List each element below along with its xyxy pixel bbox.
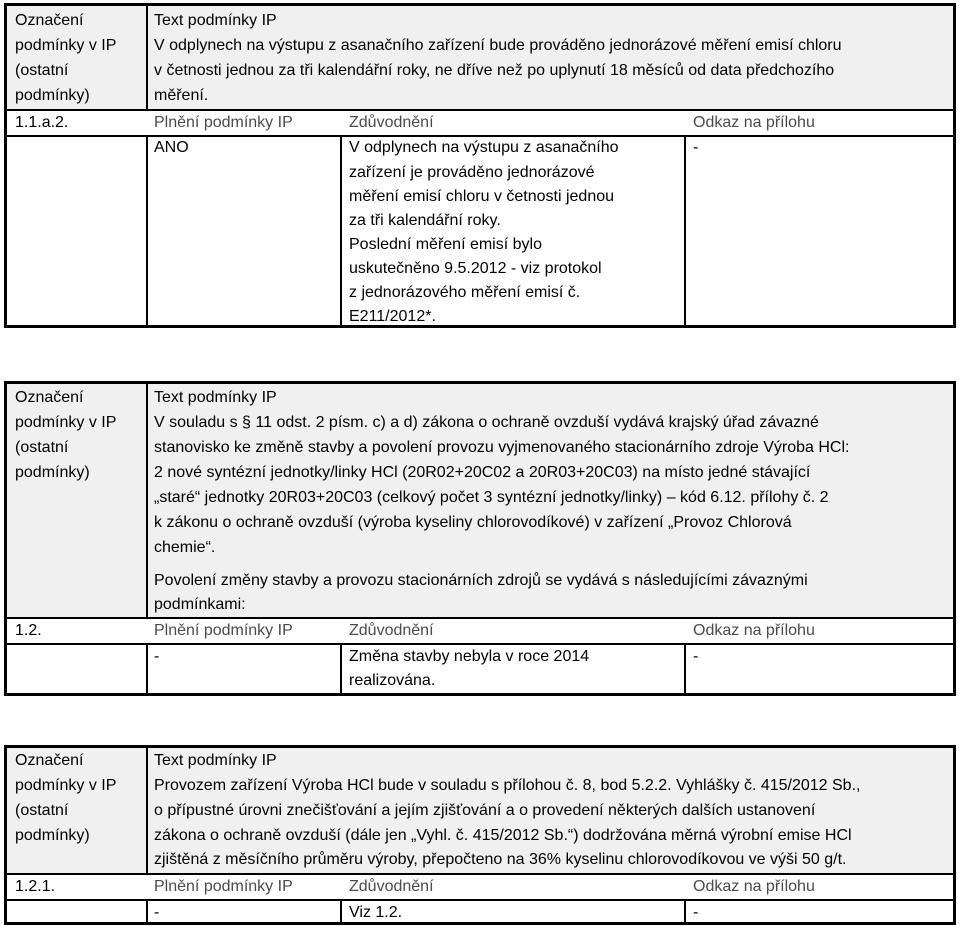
condition-text-line: „staré“ jednotky 20R03+20C03 (celkový počet 3 syntézní jednotky/linky) – kód 6.12. přílohy č. 2 <box>154 489 829 506</box>
divider <box>340 643 342 696</box>
condition-text-line: V souladu s § 11 odst. 2 písm. c) a d) zákona o ochraně ovzduší vydává krajský úřad závazné <box>154 414 819 431</box>
reason-line: realizována. <box>349 672 436 689</box>
label-line: (ostatní <box>15 802 69 819</box>
condition-text-line: zjištěná z měsíčního průměru výroby, přepočteno na 36% kyselinu chlorovodíkovou ve výši 50 g/t. <box>154 851 847 868</box>
text-header: Text podmínky IP <box>154 752 277 769</box>
condition-text-line: zákona o ochraně ovzduší (dále jen „Vyhl. č. 415/2012 Sb.“) dodržována měrná výrobní emise HCl <box>154 827 852 844</box>
divider <box>684 899 686 925</box>
divider <box>146 899 148 925</box>
divider <box>146 643 148 696</box>
attachment-value: - <box>693 139 699 156</box>
divider <box>146 384 148 618</box>
divider <box>146 135 148 328</box>
condition-text-line: měření. <box>154 87 209 104</box>
condition-text-line: stanovisko ke změně stavby a povolení provozu vyjmenovaného stacionárního zdroje Výroba HCl: <box>154 439 850 456</box>
condition-text-line: o přípustné úrovni znečišťování a jejím zjišťování a o provedení některých dalších ustanovení <box>154 802 816 819</box>
condition-number: 1.2. <box>15 622 42 639</box>
col-fulfillment-header: Plnění podmínky IP <box>154 878 293 895</box>
divider <box>340 135 342 328</box>
col-attachment-header: Odkaz na přílohu <box>693 114 815 131</box>
condition-text-line: v četnosti jednou za tři kalendářní roky, ne dříve než po uplynutí 18 měsíců od data předchozího <box>154 62 835 79</box>
text-header: Text podmínky IP <box>154 389 277 406</box>
condition-block-2 <box>4 381 956 696</box>
col-fulfillment-header: Plnění podmínky IP <box>154 622 293 639</box>
condition-block-3 <box>4 745 956 925</box>
label-line: podmínky v IP <box>15 414 117 431</box>
reason-line: uskutečněno 9.5.2012 - viz protokol <box>349 260 602 277</box>
reason-line: z jednorázového měření emisí č. <box>349 284 581 301</box>
text-header: Text podmínky IP <box>154 12 277 29</box>
reason-line: zařízení je prováděno jednorázové <box>349 164 595 181</box>
col-reason-header: Zdůvodnění <box>349 622 434 639</box>
condition-text-line: chemie“. <box>154 539 216 556</box>
condition-text-line: V odplynech na výstupu z asanačního zařízení bude prováděno jednorázové měření emisí chloru <box>154 37 842 54</box>
condition-text-line: podmínkami: <box>154 596 246 613</box>
label-line: podmínky v IP <box>15 37 117 54</box>
reason-line: Poslední měření emisí bylo <box>349 236 542 253</box>
reason-line: Změna stavby nebyla v roce 2014 <box>349 648 590 665</box>
attachment-value: - <box>693 904 699 921</box>
label-line: podmínky) <box>15 827 90 844</box>
divider <box>684 643 686 696</box>
label-line: podmínky v IP <box>15 777 117 794</box>
col-attachment-header: Odkaz na přílohu <box>693 622 815 639</box>
attachment-value: - <box>693 648 699 665</box>
label-line: Označení <box>15 752 84 769</box>
divider <box>146 6 148 110</box>
divider <box>340 899 342 925</box>
col-reason-header: Zdůvodnění <box>349 114 434 131</box>
reason-line: V odplynech na výstupu z asanačního <box>349 139 619 156</box>
fulfillment-value: - <box>154 648 160 665</box>
fulfillment-value: - <box>154 904 160 921</box>
label-line: (ostatní <box>15 62 69 79</box>
label-line: Označení <box>15 389 84 406</box>
label-line: (ostatní <box>15 439 69 456</box>
col-fulfillment-header: Plnění podmínky IP <box>154 114 293 131</box>
reason-line: Viz 1.2. <box>349 904 403 921</box>
condition-number: 1.1.a.2. <box>15 114 69 131</box>
label-line: podmínky) <box>15 87 90 104</box>
condition-text-line: 2 nové syntézní jednotky/linky HCl (20R02+20C02 a 20R03+20C03) na místo jedné stávající <box>154 464 811 481</box>
col-attachment-header: Odkaz na přílohu <box>693 878 815 895</box>
divider <box>7 899 953 901</box>
condition-number: 1.2.1. <box>15 878 56 895</box>
label-line: Označení <box>15 12 84 29</box>
divider <box>684 135 686 328</box>
condition-text-line: Provozem zařízení Výroba HCl bude v souladu s přílohou č. 8, bod 5.2.2. Vyhlášky č. 415/2012 Sb., <box>154 777 861 794</box>
condition-text-line: Povolení změny stavby a provozu stacionárních zdrojů se vydává s následujícími závaznými <box>154 572 808 589</box>
divider <box>146 748 148 873</box>
reason-line: E211/2012*. <box>349 308 436 325</box>
condition-text-line: k zákonu o ochraně ovzduší (výroba kyseliny chlorovodíkové) v zařízení „Provoz Chlorová <box>154 514 792 531</box>
condition-block-1 <box>4 3 956 328</box>
col-reason-header: Zdůvodnění <box>349 878 434 895</box>
fulfillment-value: ANO <box>154 139 189 156</box>
label-line: podmínky) <box>15 464 90 481</box>
reason-line: měření emisí chloru v četnosti jednou <box>349 188 615 205</box>
reason-line: za tři kalendářní roky. <box>349 212 501 229</box>
